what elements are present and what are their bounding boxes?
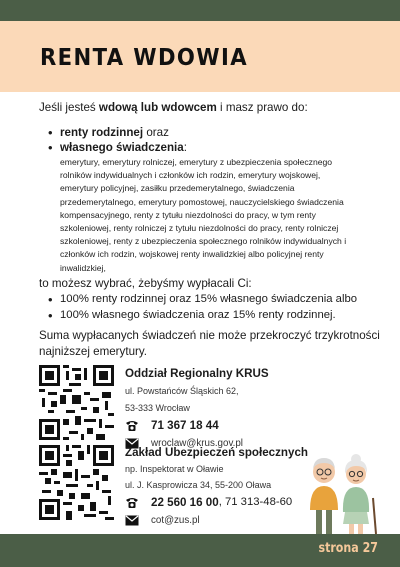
top-band bbox=[0, 0, 400, 21]
entitlements-list bbox=[48, 125, 368, 155]
office-krus bbox=[125, 367, 325, 451]
entitlement-item: • własnego świadczenia: bbox=[48, 140, 368, 155]
office-email[interactable]: wroclaw@krus.gov.pl bbox=[125, 436, 325, 451]
office-address-line: ul. Powstańców Śląskich 62, bbox=[125, 386, 239, 396]
page-title: RENTA WDOWIA bbox=[40, 45, 249, 71]
office-zus bbox=[125, 446, 325, 528]
limit-note: Suma wypłacanych świadczeń nie może przekroczyć trzykrotności najniższej emerytury. bbox=[39, 329, 380, 358]
entitlement-item: • renty rodzinnej oraz bbox=[48, 125, 368, 140]
phone-icon bbox=[125, 420, 139, 432]
payout-option: • 100% renty rodzinnej oraz 15% własnego świadczenia albo bbox=[48, 292, 368, 308]
benefit-types-text: emerytury, emerytury rolniczej, emerytury z ubezpieczenia społecznego rolników indywidualnych i członków ich rodzin, emerytury wojskowej, emerytury policyjnej, zasiłku przedemerytalnego, świadczenia przedemerytalnego, emerytury pomostowej, nauczycielskiego świadczenia kompensacyjnego, renty z tytułu niezdolności do pracy, w tym renty szkoleniowej, renty rolniczej z tytułu niezdolności do pracy, renty rolniczej szkoleniowej, renty z ubezpieczenia społecznego rolników indywidualnych i członków ich rodzin, wojskowej renty inwalidzkiej albo policyjnej renty inwalidzkiej, bbox=[60, 157, 347, 273]
qr-code-krus[interactable] bbox=[39, 365, 114, 440]
payout-options-list bbox=[48, 292, 368, 323]
phone-icon bbox=[125, 497, 139, 509]
office-address-line: np. Inspektorat w Oławie bbox=[125, 464, 224, 474]
office-address-line: ul. J. Kasprowicza 34, 55-200 Oława bbox=[125, 480, 272, 490]
office-phone[interactable]: 22 560 16 00 , 71 313-48-60 bbox=[125, 495, 325, 510]
senior-couple-illustration bbox=[296, 450, 382, 536]
payout-intro: to możesz wybrać, żebyśmy wypłacali Ci: bbox=[39, 277, 252, 290]
office-name: Oddział Regionalny KRUS bbox=[125, 367, 269, 380]
office-email[interactable]: cot@zus.pl bbox=[125, 513, 325, 528]
intro-text: Jeśli jesteś wdową lub wdowcem i masz prawo do: bbox=[39, 101, 308, 114]
office-phone[interactable]: 71 367 18 44 bbox=[125, 418, 325, 433]
envelope-icon bbox=[125, 515, 139, 527]
payout-option: • 100% własnego świadczenia oraz 15% renty rodzinnej. bbox=[48, 308, 368, 324]
qr-code-zus[interactable] bbox=[39, 445, 114, 520]
office-name: Zakład Ubezpieczeń społecznych bbox=[125, 446, 308, 459]
office-address-line: 53-333 Wrocław bbox=[125, 403, 190, 413]
page-number: strona 27 bbox=[318, 541, 378, 556]
